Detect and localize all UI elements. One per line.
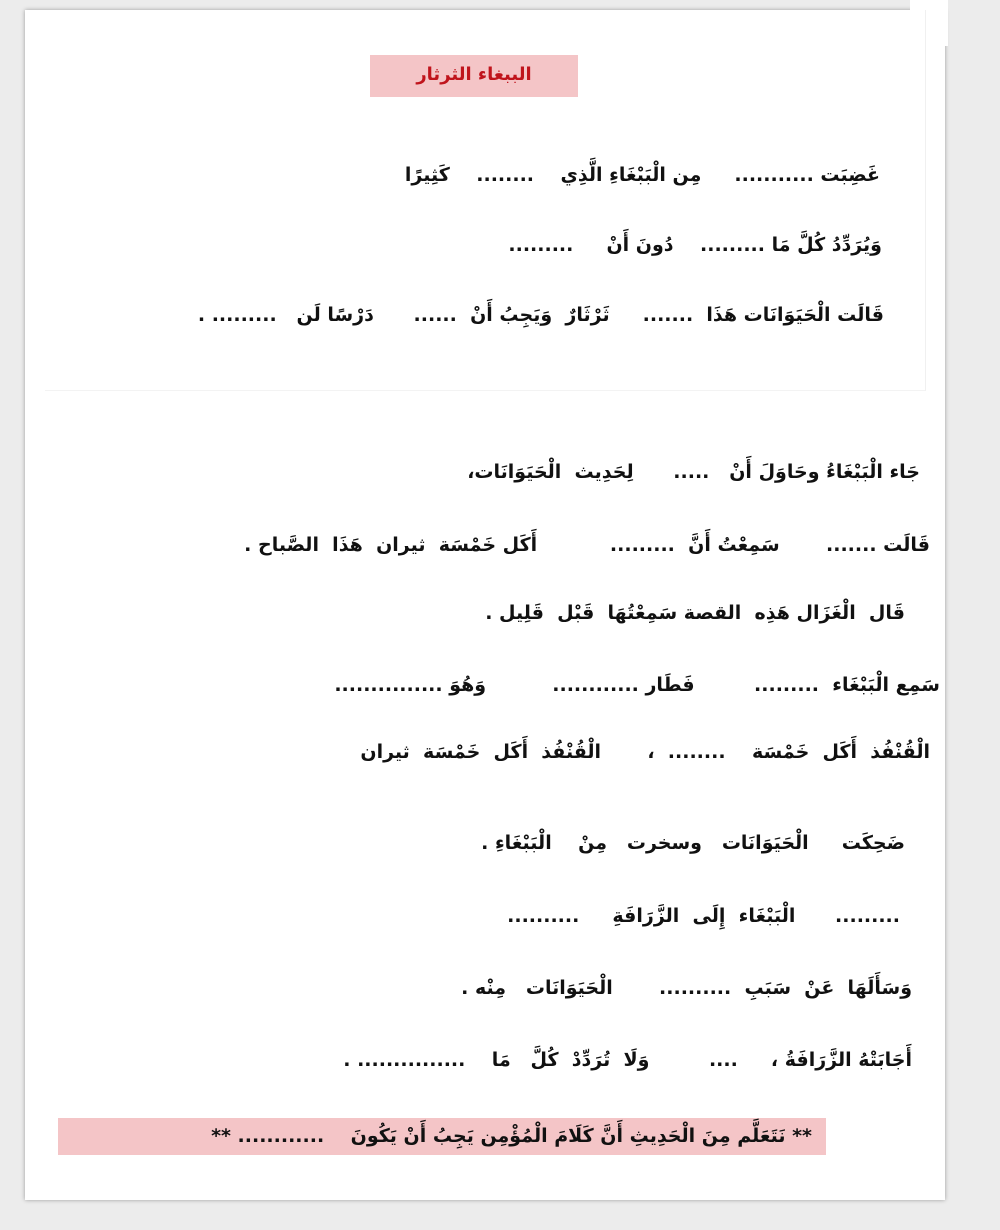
sentence-4: جَاء الْبَبْغَاءُ وحَاوَلَ أَنْ ..... لِحَدِيث الْحَيَوَانَات، xyxy=(467,461,920,483)
worksheet-title: الببغاء الثرثار xyxy=(370,55,578,97)
sentence-6: قَال الْغَزَال هَذِه القصة سَمِعْتُهَا قَبْل قَلِيل . xyxy=(485,602,905,624)
lesson-banner: ** نَتَعَلَّم مِنَ الْحَدِيثِ أَنَّ كَلَامَ الْمُؤْمِن يَجِبُ أَنْ يَكُونَ ............ ** xyxy=(58,1118,826,1155)
sentence-2: وَيُرَدِّدُ كُلَّ مَا ......... دُونَ أَنْ ......... xyxy=(508,234,882,256)
sentence-5: قَالَت ....... سَمِعْتُ أَنَّ ......... أَكَل خَمْسَة ثيران هَذَا الصَّباح . xyxy=(244,534,930,556)
sentence-7: سَمِع الْبَبْغَاء ......... فَطَار ............ وَهُوَ ............... xyxy=(334,674,940,696)
sentence-3: قَالَت الْحَيَوَانَات هَذَا ....... ثَرْثَارٌ وَيَجِبُ أَنْ ...... دَرْسًا لَن ......... . xyxy=(197,304,884,326)
sentence-11: وَسَأَلَهَا عَنْ سَبَبِ .......... الْحَيَوَانَات مِنْه . xyxy=(461,977,912,999)
sentence-12: أَجَابَتْهُ الزَّرَافَةُ ، .... وَلَا تُرَدِّدْ كُلَّ مَا ............... . xyxy=(343,1049,912,1071)
sentence-9: ضَحِكَت الْحَيَوَانَات وسخرت مِنْ الْبَبْغَاءِ . xyxy=(481,832,905,854)
sentence-10: ......... الْبَبْغَاء إِلَى الزَّرَافَةِ .......... xyxy=(507,905,900,927)
sentence-8: الْقُنْفُذ أَكَل خَمْسَة ........ ، الْقُنْفُذ أَكَل خَمْسَة ثيران xyxy=(360,741,930,763)
sentence-1: غَضِبَت ........... مِن الْبَبْغَاءِ الَّذِي ........ كَثِيرًا xyxy=(404,164,880,186)
